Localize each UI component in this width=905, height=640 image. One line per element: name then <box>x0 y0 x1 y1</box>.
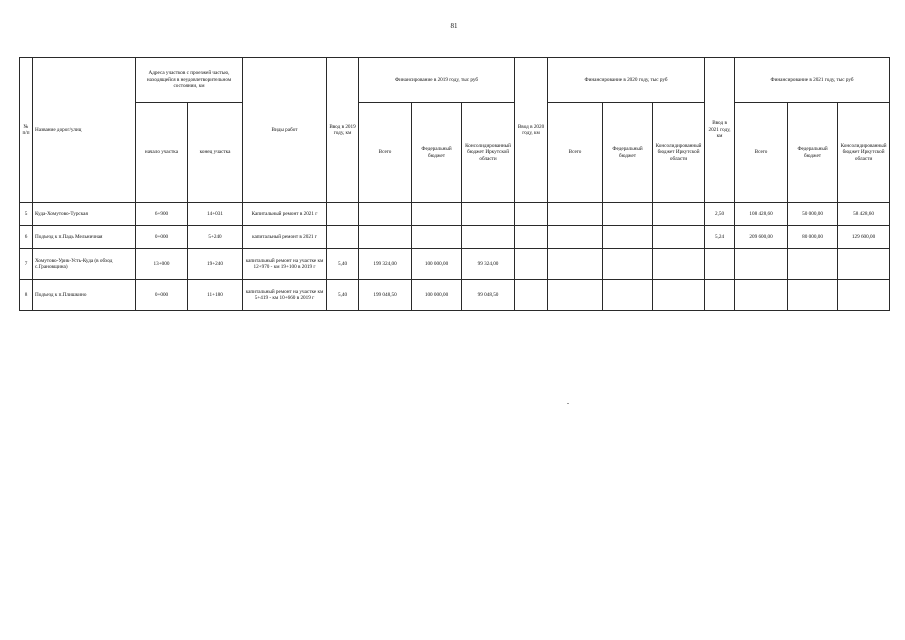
cell-commission-2020 <box>515 280 548 311</box>
cell-commission-2021: 5,24 <box>705 226 735 249</box>
cell-commission-2019 <box>327 203 359 226</box>
cell-end: 19+240 <box>188 249 243 280</box>
cell-consolidated-2021 <box>838 249 890 280</box>
table-row <box>20 280 890 311</box>
cell-federal-2020 <box>603 249 653 280</box>
cell-federal-2020 <box>603 226 653 249</box>
cell-federal-2021 <box>788 249 838 280</box>
cell-consolidated-2020 <box>653 203 705 226</box>
cell-consolidated-2021: 58 428,60 <box>838 203 890 226</box>
header-commission-2021: Ввод в 2021 году, км <box>705 58 735 203</box>
cell-num: 6 <box>20 226 33 249</box>
cell-commission-2021 <box>705 280 735 311</box>
cell-federal-2020 <box>603 203 653 226</box>
cell-federal-2019: 100 000,00 <box>412 280 462 311</box>
cell-federal-2020 <box>603 280 653 311</box>
cell-num: 7 <box>20 249 33 280</box>
cell-road-name: Хомутово-Урик-Усть-Куда (в обход с.Грановщина) <box>33 249 136 280</box>
cell-consolidated-2021: 129 600,00 <box>838 226 890 249</box>
cell-total-2021 <box>735 249 788 280</box>
header-financing-2019: Финансирование в 2019 году, тыс руб <box>359 58 515 103</box>
header-commission-2019: Ввод в 2019 году, км <box>327 58 359 203</box>
cell-end: 14+031 <box>188 203 243 226</box>
cell-num: 5 <box>20 203 33 226</box>
header-federal-2019: Федеральный бюджет <box>412 103 462 203</box>
cell-start: 0+000 <box>136 226 188 249</box>
header-road-name: Название дорог/улиц <box>33 58 136 203</box>
scan-speck <box>567 403 569 404</box>
header-financing-2021: Финансирование в 2021 году, тыс руб <box>735 58 890 103</box>
cell-commission-2019 <box>327 226 359 249</box>
cell-end: 5+240 <box>188 226 243 249</box>
cell-federal-2019: 100 000,00 <box>412 249 462 280</box>
cell-federal-2019 <box>412 226 462 249</box>
cell-work-type: капитальный ремонт в 2021 г <box>243 226 327 249</box>
cell-commission-2020 <box>515 203 548 226</box>
header-total-2021: Всего <box>735 103 788 203</box>
cell-commission-2019: 5,40 <box>327 280 359 311</box>
header-total-2019: Всего <box>359 103 412 203</box>
cell-total-2019: 199 048,50 <box>359 280 412 311</box>
cell-total-2021: 209 600,00 <box>735 226 788 249</box>
cell-consolidated-2019 <box>462 203 515 226</box>
cell-work-type: капитальный ремонт на участке км 5+419 - км 10+660 в 2019 г <box>243 280 327 311</box>
cell-commission-2021: 2,50 <box>705 203 735 226</box>
cell-federal-2021: 50 000,00 <box>788 203 838 226</box>
cell-federal-2019 <box>412 203 462 226</box>
cell-total-2021 <box>735 280 788 311</box>
header-work-type: Виды работ <box>243 58 327 203</box>
cell-start: 6+900 <box>136 203 188 226</box>
header-num: № п/п <box>20 58 33 203</box>
cell-commission-2020 <box>515 249 548 280</box>
cell-consolidated-2019 <box>462 226 515 249</box>
header-commission-2020: Ввод в 2020 году, км <box>515 58 548 203</box>
header-start: начало участка <box>136 103 188 203</box>
cell-consolidated-2020 <box>653 249 705 280</box>
cell-end: 11+180 <box>188 280 243 311</box>
cell-work-type: капитальный ремонт на участке км 12+970 - км 19+100 в 2019 г <box>243 249 327 280</box>
cell-consolidated-2021 <box>838 280 890 311</box>
cell-start: 13+000 <box>136 249 188 280</box>
header-end: конец участка <box>188 103 243 203</box>
cell-commission-2020 <box>515 226 548 249</box>
cell-consolidated-2019: 99 324,00 <box>462 249 515 280</box>
table-row <box>20 203 890 226</box>
cell-num: 8 <box>20 280 33 311</box>
table-row <box>20 249 890 280</box>
cell-consolidated-2019: 99 048,50 <box>462 280 515 311</box>
header-address-group: Адреса участков с проезжей частью, находящейся в неудовлетворительном состоянии, км <box>136 58 243 103</box>
header-federal-2020: Федеральный бюджет <box>603 103 653 203</box>
header-federal-2021: Федеральный бюджет <box>788 103 838 203</box>
page-number: 81 <box>450 22 458 30</box>
header-consolidated-2020: Консолидированный бюджет Иркутской области <box>653 103 705 203</box>
cell-total-2019 <box>359 226 412 249</box>
cell-total-2019: 199 324,00 <box>359 249 412 280</box>
header-total-2020: Всего <box>548 103 603 203</box>
cell-total-2021: 108 428,60 <box>735 203 788 226</box>
cell-work-type: Капитальный ремонт в 2021 г <box>243 203 327 226</box>
table-row <box>20 226 890 249</box>
cell-total-2020 <box>548 226 603 249</box>
cell-road-name: Подъезд к п.Падь Мельничная <box>33 226 136 249</box>
header-financing-2020: Финансирование в 2020 году, тыс руб <box>548 58 705 103</box>
cell-consolidated-2020 <box>653 226 705 249</box>
header-consolidated-2019: Консолидированный бюджет Иркутской области <box>462 103 515 203</box>
cell-total-2019 <box>359 203 412 226</box>
header-consolidated-2021: Консолидированный бюджет Иркутской области <box>838 103 890 203</box>
road-financing-table <box>19 57 890 311</box>
cell-commission-2019: 5,40 <box>327 249 359 280</box>
cell-total-2020 <box>548 203 603 226</box>
cell-total-2020 <box>548 280 603 311</box>
cell-commission-2021 <box>705 249 735 280</box>
cell-road-name: Подъезд к п.Плишкино <box>33 280 136 311</box>
cell-road-name: Куда-Хомутово-Турская <box>33 203 136 226</box>
cell-total-2020 <box>548 249 603 280</box>
cell-federal-2021: 80 000,00 <box>788 226 838 249</box>
cell-federal-2021 <box>788 280 838 311</box>
cell-start: 0+000 <box>136 280 188 311</box>
cell-consolidated-2020 <box>653 280 705 311</box>
